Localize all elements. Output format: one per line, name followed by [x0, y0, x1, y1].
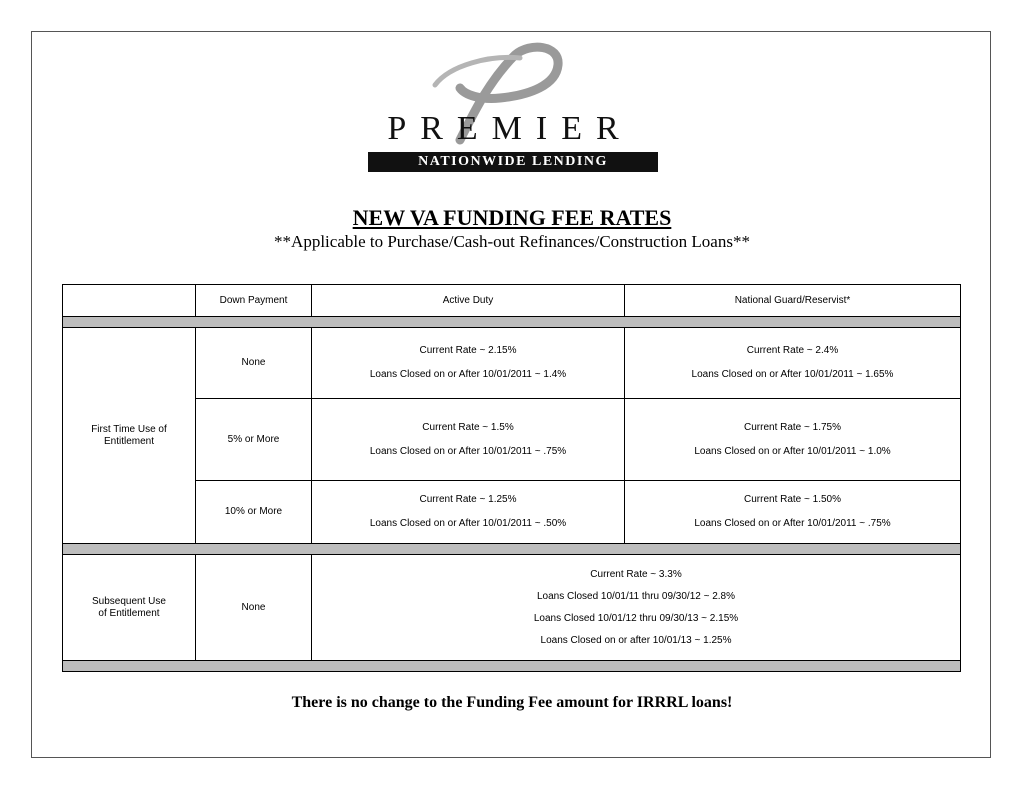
- header-cell-empty: [63, 285, 196, 317]
- subsequent-use-label: Subsequent Use of Entitlement: [63, 555, 196, 661]
- logo-wordmark: PREMIER: [387, 110, 633, 147]
- funding-fee-table: [62, 284, 961, 672]
- document-subtitle: **Applicable to Purchase/Cash-out Refinances/Construction Loans**: [274, 232, 750, 251]
- separator-row: [63, 544, 961, 555]
- guard-cell: Current Rate ~ 2.4% Loans Closed on or After 10/01/2011 ~ 1.65%: [625, 328, 961, 399]
- down-payment-cell: None: [196, 555, 312, 661]
- table-row: [63, 399, 961, 481]
- separator-row: [63, 317, 961, 328]
- table-row: [63, 481, 961, 544]
- logo-tagline: NATIONWIDE LENDING: [368, 152, 658, 172]
- table-row: [63, 555, 961, 661]
- guard-cell: Current Rate ~ 1.75% Loans Closed on or After 10/01/2011 ~ 1.0%: [625, 399, 961, 481]
- first-time-use-label: First Time Use of Entitlement: [63, 328, 196, 544]
- header-national-guard: National Guard/Reservist*: [625, 285, 961, 317]
- active-duty-cell: Current Rate ~ 1.5% Loans Closed on or After 10/01/2011 ~ .75%: [312, 399, 625, 481]
- down-payment-cell: None: [196, 328, 312, 399]
- table-row: [63, 328, 961, 399]
- active-duty-cell: Current Rate ~ 1.25% Loans Closed on or After 10/01/2011 ~ .50%: [312, 481, 625, 544]
- active-duty-cell: Current Rate ~ 2.15% Loans Closed on or After 10/01/2011 ~ 1.4%: [312, 328, 625, 399]
- footer-note: There is no change to the Funding Fee amount for IRRRL loans!: [291, 694, 733, 711]
- header-down-payment: Down Payment: [196, 285, 312, 317]
- separator-row: [63, 661, 961, 672]
- subsequent-rates-cell: Current Rate ~ 3.3% Loans Closed 10/01/11 thru 09/30/12 ~ 2.8% Loans Closed 10/01/12 thru 09/30/13 ~ 2.15% Loans Closed on or after 10/01/13 ~ 1.25%: [312, 555, 961, 661]
- premier-logo: [0, 0, 1024, 180]
- guard-cell: Current Rate ~ 1.50% Loans Closed on or After 10/01/2011 ~ .75%: [625, 481, 961, 544]
- down-payment-cell: 5% or More: [196, 399, 312, 481]
- down-payment-cell: 10% or More: [196, 481, 312, 544]
- header-active-duty: Active Duty: [312, 285, 625, 317]
- table-header-row: [63, 285, 961, 317]
- document-title: NEW VA FUNDING FEE RATES: [352, 205, 672, 230]
